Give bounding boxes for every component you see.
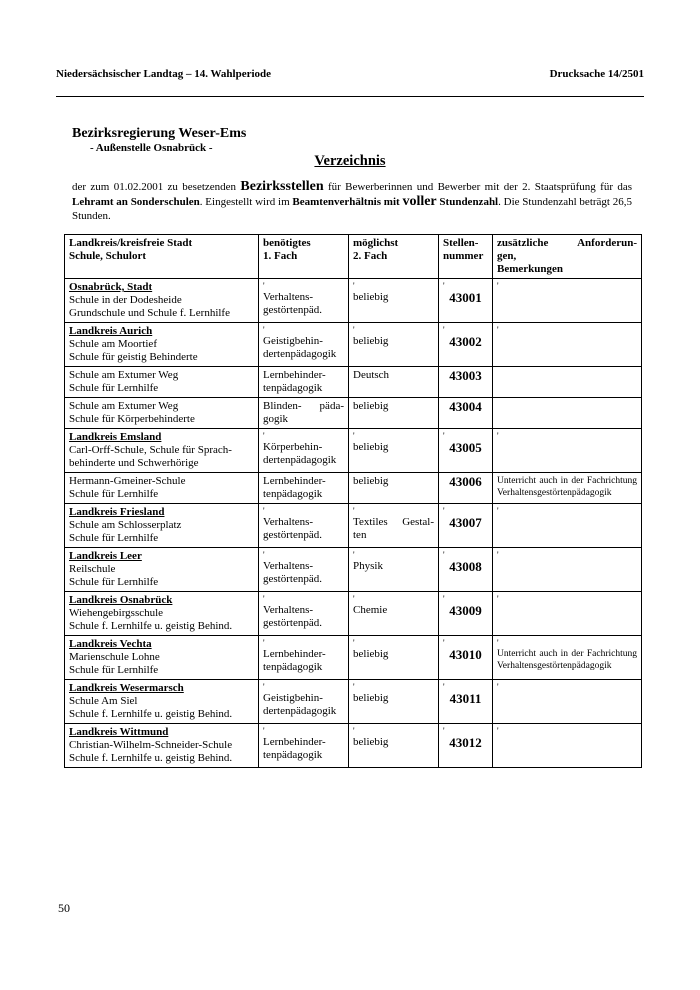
second-subject: Physik [353, 560, 383, 572]
position-number: 43012 [449, 735, 482, 750]
first-subject-cell [259, 473, 349, 504]
tick-mark: ' [263, 506, 265, 516]
first-subject-cell [259, 429, 349, 473]
second-subject: beliebig [353, 648, 389, 660]
school-type: Schule für Lernhilfe [69, 488, 159, 500]
first-subject-line2: tenpädagogik [263, 749, 323, 761]
table-row [65, 279, 642, 323]
position-number-cell [439, 323, 493, 367]
first-subject-cell [259, 398, 349, 429]
tick-mark: ' [353, 550, 355, 560]
position-number-cell [439, 680, 493, 724]
remark-text: Unterricht auch in der Fachrichtung Verhaltensgestörtenpädagogik [497, 649, 637, 671]
first-subject-cell [259, 636, 349, 680]
first-subject-line1: Lernbehinder- [263, 475, 326, 487]
tick-mark: ' [353, 506, 355, 516]
school-cell [65, 680, 259, 724]
position-number-cell [439, 724, 493, 768]
second-subject-cell [349, 429, 439, 473]
school-cell [65, 592, 259, 636]
table-row [65, 548, 642, 592]
first-subject-line2: tenpädagogik [263, 661, 323, 673]
district-name: Landkreis Vechta [69, 638, 152, 650]
position-number: 43008 [449, 559, 482, 574]
table-header-row [65, 235, 642, 279]
tick-mark: ' [443, 431, 445, 441]
school-type: Schule f. Lernhilfe u. geistig Behind. [69, 620, 233, 632]
first-subject-line2: gestörtenpäd. [263, 529, 322, 541]
tick-mark: ' [263, 726, 265, 736]
header-parliament: Niedersächsischer Landtag – 14. Wahlperiode [56, 68, 272, 80]
second-subject: beliebig [353, 736, 389, 748]
school-type: Grundschule und Schule f. Lernhilfe [69, 307, 230, 319]
school-name: Schule am Extumer Weg [69, 369, 179, 381]
first-subject-cell [259, 323, 349, 367]
second-subject-cell [349, 279, 439, 323]
first-subject-line1: Verhaltens- [263, 604, 314, 616]
school-type: Schule f. Lernhilfe u. geistig Behind. [69, 708, 233, 720]
first-subject-line1: Verhaltens- [263, 291, 314, 303]
position-number-cell [439, 592, 493, 636]
header-district-school: Landkreis/kreisfreie Stadt Schule, Schulort [65, 235, 259, 279]
school-type: behinderte und Schwerhörige [69, 457, 199, 469]
position-number-cell [439, 279, 493, 323]
district-name: Landkreis Leer [69, 550, 142, 562]
first-subject-line1: Lernbehinder- [263, 369, 326, 381]
school-cell [65, 504, 259, 548]
district-name: Landkreis Wesermarsch [69, 682, 184, 694]
school-type: Schule für Körperbehinderte [69, 413, 195, 425]
school-name: Christian-Wilhelm-Schneider-Schule [69, 739, 233, 751]
first-subject-cell [259, 724, 349, 768]
first-subject-line1: Körperbehin- [263, 441, 323, 453]
remarks-cell [493, 636, 642, 680]
second-subject: Chemie [353, 604, 388, 616]
second-subject-line2: ten [353, 529, 367, 541]
position-number: 43006 [449, 474, 482, 489]
first-subject-cell [259, 592, 349, 636]
position-number-cell [439, 398, 493, 429]
tick-mark: ' [497, 726, 499, 736]
school-type: Schule für Lernhilfe [69, 664, 159, 676]
position-number-cell [439, 636, 493, 680]
first-subject-line2: gestörtenpäd. [263, 304, 322, 316]
first-subject-line2: gestörtenpäd. [263, 573, 322, 585]
header-position-number: Stellen- nummer [439, 235, 493, 279]
position-number: 43010 [449, 647, 482, 662]
school-name: Marienschule Lohne [69, 651, 160, 663]
position-number-cell [439, 367, 493, 398]
second-subject-cell [349, 680, 439, 724]
first-subject-cell [259, 680, 349, 724]
second-subject: beliebig [353, 692, 389, 704]
second-subject-cell [349, 473, 439, 504]
tick-mark: ' [263, 325, 265, 335]
first-subject-line1: Lernbehinder- [263, 736, 326, 748]
tick-mark: ' [443, 550, 445, 560]
tick-mark: ' [353, 594, 355, 604]
school-cell [65, 398, 259, 429]
table-row [65, 592, 642, 636]
first-subject-line1: Geistigbehin- [263, 335, 323, 347]
remarks-cell [493, 504, 642, 548]
table-row [65, 636, 642, 680]
tick-mark: ' [443, 638, 445, 648]
first-subject-line2: dertenpädagogik [263, 454, 337, 466]
second-subject: Deutsch [353, 369, 390, 381]
school-cell [65, 323, 259, 367]
position-number-cell [439, 429, 493, 473]
school-name: Schule Am Siel [69, 695, 138, 707]
tick-mark: ' [263, 638, 265, 648]
remarks-cell [493, 548, 642, 592]
tick-mark: ' [443, 682, 445, 692]
remarks-cell [493, 367, 642, 398]
district-name: Landkreis Aurich [69, 325, 153, 337]
tick-mark: ' [263, 281, 265, 291]
first-subject-line2: gogik [263, 413, 289, 425]
table-row [65, 398, 642, 429]
school-type: Schule für Lernhilfe [69, 382, 159, 394]
second-subject: beliebig [353, 291, 389, 303]
tick-mark: ' [497, 431, 499, 441]
first-subject-line1: Lernbehinder- [263, 648, 326, 660]
position-number: 43003 [449, 368, 482, 383]
intro-paragraph: der zum 01.02.2001 zu besetzenden Bezirksstellen für Bewerberinnen und Bewerber mit der 2. Staatsprüfung für das Lehramt an Sonderschulen. Eingestellt wird im Beamtenverhältnis mit voller Stundenzahl. Die Stundenzahl beträgt 26,5 Stunden. [72, 179, 633, 223]
first-subject-cell [259, 504, 349, 548]
position-number: 43001 [449, 290, 482, 305]
second-subject: beliebig [353, 441, 389, 453]
second-subject-cell [349, 548, 439, 592]
table-row [65, 724, 642, 768]
table-row [65, 323, 642, 367]
header-second-subject: möglichst 2. Fach [349, 235, 439, 279]
tick-mark: ' [263, 594, 265, 604]
position-number-cell [439, 504, 493, 548]
position-number-cell [439, 548, 493, 592]
district-name: Osnabrück, Stadt [69, 281, 153, 293]
tick-mark: ' [497, 281, 499, 291]
first-subject-line2: dertenpädagogik [263, 348, 337, 360]
first-subject-cell [259, 367, 349, 398]
school-cell [65, 429, 259, 473]
school-name: Carl-Orff-Schule, Schule für Sprach- [69, 444, 232, 456]
school-cell [65, 367, 259, 398]
school-name: Wiehengebirgsschule [69, 607, 164, 619]
remark-text: Unterricht auch in der Fachrichtung Verhaltensgestörtenpädagogik [497, 476, 637, 498]
school-name: Schule in der Dodesheide [69, 294, 182, 306]
first-subject-cell [259, 279, 349, 323]
district-name: Landkreis Friesland [69, 506, 165, 518]
position-number: 43002 [449, 334, 482, 349]
header-first-subject: benötigtes 1. Fach [259, 235, 349, 279]
table-row [65, 473, 642, 504]
tick-mark: ' [497, 594, 499, 604]
tick-mark: ' [497, 325, 499, 335]
tick-mark: ' [497, 506, 499, 516]
school-cell [65, 548, 259, 592]
first-subject-line1: Verhaltens- [263, 516, 314, 528]
tick-mark: ' [263, 682, 265, 692]
position-number: 43004 [449, 399, 482, 414]
position-number: 43005 [449, 440, 482, 455]
first-subject-line1: Geistigbehin- [263, 692, 323, 704]
table-row [65, 504, 642, 548]
second-subject-cell [349, 398, 439, 429]
table-row [65, 429, 642, 473]
table-row [65, 367, 642, 398]
position-number: 43007 [449, 515, 482, 530]
tick-mark: ' [263, 550, 265, 560]
district-name: Landkreis Wittmund [69, 726, 169, 738]
tick-mark: ' [443, 726, 445, 736]
second-subject-cell [349, 636, 439, 680]
second-subject: Textiles Gestal- [353, 516, 434, 528]
first-subject-line1: Verhaltens- [263, 560, 314, 572]
tick-mark: ' [497, 682, 499, 692]
school-cell [65, 724, 259, 768]
remarks-cell [493, 724, 642, 768]
authority-name: Bezirksregierung Weser-Ems [72, 126, 247, 141]
school-name: Reilschule [69, 563, 116, 575]
school-name: Hermann-Gmeiner-Schule [69, 475, 186, 487]
second-subject: beliebig [353, 475, 389, 487]
school-cell [65, 473, 259, 504]
header-document-number: Drucksache 14/2501 [549, 68, 644, 80]
remarks-cell [493, 429, 642, 473]
tick-mark: ' [353, 281, 355, 291]
remarks-cell [493, 473, 642, 504]
tick-mark: ' [353, 682, 355, 692]
remarks-cell [493, 592, 642, 636]
tick-mark: ' [353, 431, 355, 441]
header-remarks: zusätzliche Anforderun- gen, Bemerkungen [493, 235, 642, 279]
remarks-cell [493, 279, 642, 323]
tick-mark: ' [443, 325, 445, 335]
first-subject-line1: Blinden- päda- [263, 400, 344, 412]
branch-office: - Außenstelle Osnabrück - [90, 142, 213, 154]
school-name: Schule am Extumer Weg [69, 400, 179, 412]
district-name: Landkreis Emsland [69, 431, 162, 443]
tick-mark: ' [353, 325, 355, 335]
first-subject-line2: gestörtenpäd. [263, 617, 322, 629]
tick-mark: ' [353, 638, 355, 648]
school-cell [65, 279, 259, 323]
school-type: Schule für Lernhilfe [69, 532, 159, 544]
tick-mark: ' [443, 594, 445, 604]
remarks-cell [493, 323, 642, 367]
vacancy-table [64, 234, 642, 768]
second-subject-cell [349, 367, 439, 398]
tick-mark: ' [443, 506, 445, 516]
document-title: Verzeichnis [314, 153, 386, 169]
first-subject-line2: tenpädagogik [263, 382, 323, 394]
table-row [65, 680, 642, 724]
remarks-cell [493, 398, 642, 429]
tick-mark: ' [263, 431, 265, 441]
page-header [56, 68, 644, 86]
tick-mark: ' [353, 726, 355, 736]
tick-mark: ' [443, 281, 445, 291]
second-subject-cell [349, 323, 439, 367]
position-number: 43009 [449, 603, 482, 618]
first-subject-cell [259, 548, 349, 592]
second-subject-cell [349, 724, 439, 768]
tick-mark: ' [497, 550, 499, 560]
second-subject-cell [349, 504, 439, 548]
remarks-cell [493, 680, 642, 724]
school-cell [65, 636, 259, 680]
second-subject: beliebig [353, 335, 389, 347]
second-subject-cell [349, 592, 439, 636]
school-name: Schule am Moortief [69, 338, 157, 350]
second-subject: beliebig [353, 400, 389, 412]
page-number: 50 [58, 901, 70, 915]
school-type: Schule für geistig Behinderte [69, 351, 198, 363]
position-number-cell [439, 473, 493, 504]
district-name: Landkreis Osnabrück [69, 594, 173, 606]
first-subject-line2: tenpädagogik [263, 488, 323, 500]
position-number: 43011 [449, 691, 482, 706]
header-rule [56, 96, 644, 97]
school-type: Schule f. Lernhilfe u. geistig Behind. [69, 752, 233, 764]
school-name: Schule am Schlosserplatz [69, 519, 182, 531]
tick-mark: ' [497, 638, 499, 648]
school-type: Schule für Lernhilfe [69, 576, 159, 588]
first-subject-line2: dertenpädagogik [263, 705, 337, 717]
